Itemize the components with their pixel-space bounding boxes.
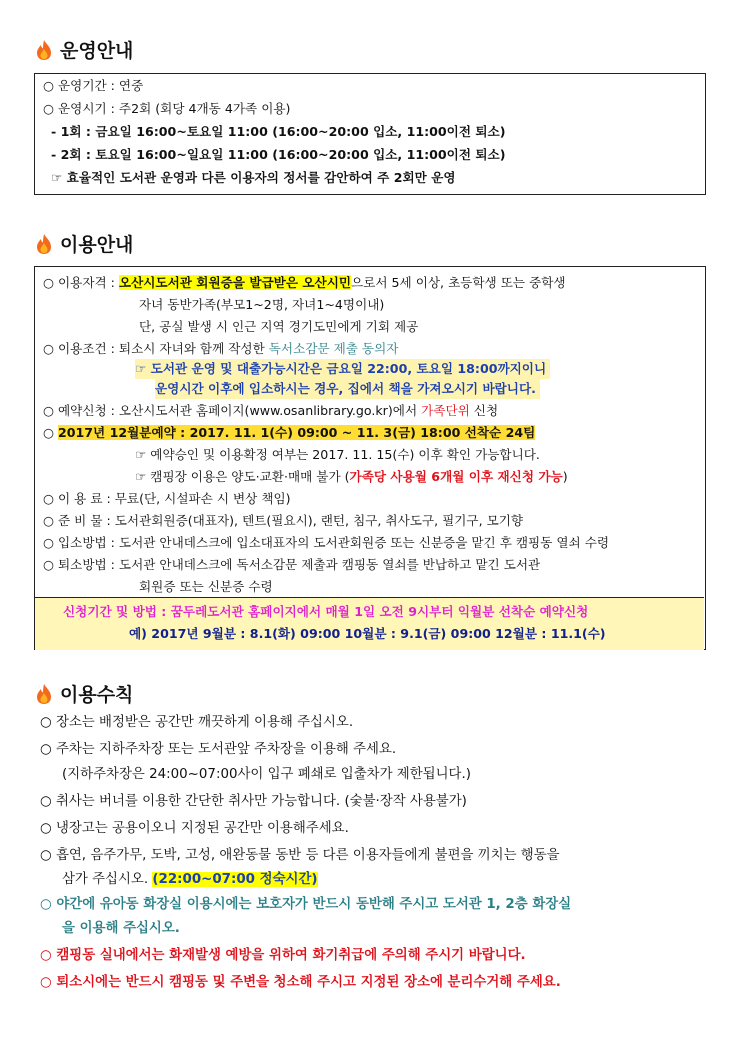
operation-line: - 2회 : 토요일 16:00~일요일 11:00 (16:00~20:00 입소, 11:00이전 퇴소) [51,147,506,162]
usage-line: 단, 공실 발생 시 인근 지역 경기도민에게 기회 제공 [139,319,419,334]
rule-item-fire: ○ 캠핑동 실내에서는 화재발생 예방을 위하여 화기취급에 주의해 주시기 바랍니다. [40,948,526,963]
section-title-usage [34,230,133,257]
application-method: 신청기간 및 방법 : 꿈두레도서관 홈페이지에서 매월 1일 오전 9시부터 익월분 선착순 예약신청 [63,604,589,619]
usage-box [34,266,706,650]
rule-item: ○ 흡연, 음주가무, 도박, 고성, 애완동물 동반 등 다른 이용자들에게 불편을 끼치는 행동을 [40,848,560,863]
rule-item-quiet: 삼가 주십시오. (22:00~07:00 정숙시간) [62,872,318,887]
usage-line-fee: ○ 이 용 료 : 무료(단, 시설파손 시 변상 책임) [43,491,291,506]
usage-line-condition: ○ 이용조건 : 퇴소시 자녀와 함께 작성한 독서소감문 제출 동의자 [43,341,399,356]
operation-box [34,73,706,195]
application-example: 예) 2017년 9월분 : 8.1(화) 09:00 10월분 : 9.1(금) 09:00 12월분 : 11.1(수) [129,626,606,641]
usage-note-hours-2: 운영시간 이후에 입소하시는 경우, 집에서 책을 가져오시기 바랍니다. [155,379,540,399]
usage-line-checkout: ○ 퇴소방법 : 도서관 안내데스크에 독서소감문 제출과 캠핑동 열쇠를 반납하고 맡긴 도서관 [43,557,541,572]
section-title-text: 이용안내 [60,234,134,256]
rule-item: ○ 주차는 지하주차장 또는 도서관앞 주차장을 이용해 주세요. [40,742,397,757]
usage-note-hours: ☞ 도서관 운영 및 대출가능시간은 금요일 22:00, 토요일 18:00까지이니 [135,359,550,379]
usage-line-reservation: ○ 예약신청 : 오산시도서관 홈페이지(www.osanlibrary.go.kr)에서 가족단위 신청 [43,403,499,418]
usage-line: 자녀 동반가족(부모1~2명, 자녀1~4명이내) [139,297,385,312]
usage-line-checkin: ○ 입소방법 : 도서관 안내데스크에 입소대표자의 도서관회원증 또는 신분증을 맡긴 후 캠핑동 열쇠 수령 [43,535,610,550]
rule-item: ○ 취사는 버너를 이용한 간단한 취사만 가능합니다. (숯불·장작 사용불가) [40,794,467,809]
operation-line: - 1회 : 금요일 16:00~토요일 11:00 (16:00~20:00 입소, 11:00이전 퇴소) [51,124,506,139]
rule-item: (지하주차장은 24:00~07:00사이 입구 폐쇄로 입출차가 제한됩니다.) [62,767,471,782]
section-title-rules [34,680,133,707]
flame-icon [34,39,54,61]
rule-item-toilet: ○ 야간에 유아동 화장실 이용시에는 보호자가 반드시 동반해 주시고 도서관 1, 2층 화장실 [40,897,572,912]
usage-line-eligibility: ○ 이용자격 : 오산시도서관 회원증을 발급받은 오산시민으로서 5세 이상, 초등학생 또는 중학생 [43,275,566,290]
flame-icon [34,233,54,255]
operation-line: ○ 운영기간 : 연중 [43,78,144,93]
section-title-operation [34,36,133,63]
usage-note-transfer: ☞ 캠핑장 이용은 양도·교환·매매 불가 (가족당 사용월 6개월 이후 재신청 가능) [135,469,568,484]
usage-line: 회원증 또는 신분증 수령 [139,579,273,594]
usage-note-confirm: ☞ 예약승인 및 이용확정 여부는 2017. 11. 15(수) 이후 확인 가능합니다. [135,447,540,462]
section-title-text: 이용수칙 [60,684,134,706]
section-title-text: 운영안내 [60,40,134,62]
operation-line: ○ 운영시기 : 주2회 (회당 4개동 4가족 이용) [43,101,291,116]
application-info-band [35,597,704,650]
rule-item-toilet-2: 을 이용해 주십시오. [62,921,180,936]
flame-icon [34,683,54,705]
usage-line-december: ○ 2017년 12월분예약 : 2017. 11. 1(수) 09:00 ~ 11. 3(금) 18:00 선착순 24팀 [43,425,536,440]
operation-line: ☞ 효율적인 도서관 운영과 다른 이용자의 정서를 감안하여 주 2회만 운영 [51,170,456,185]
usage-line-items: ○ 준 비 물 : 도서관회원증(대표자), 텐트(필요시), 랜턴, 침구, 취사도구, 필기구, 모기향 [43,513,524,528]
rule-item: ○ 냉장고는 공용이오니 지정된 공간만 이용해주세요. [40,821,349,836]
rule-item: ○ 장소는 배정받은 공간만 깨끗하게 이용해 주십시오. [40,715,354,730]
rule-item-cleanup: ○ 퇴소시에는 반드시 캠핑동 및 주변을 청소해 주시고 지정된 장소에 분리수거해 주세요. [40,975,561,990]
